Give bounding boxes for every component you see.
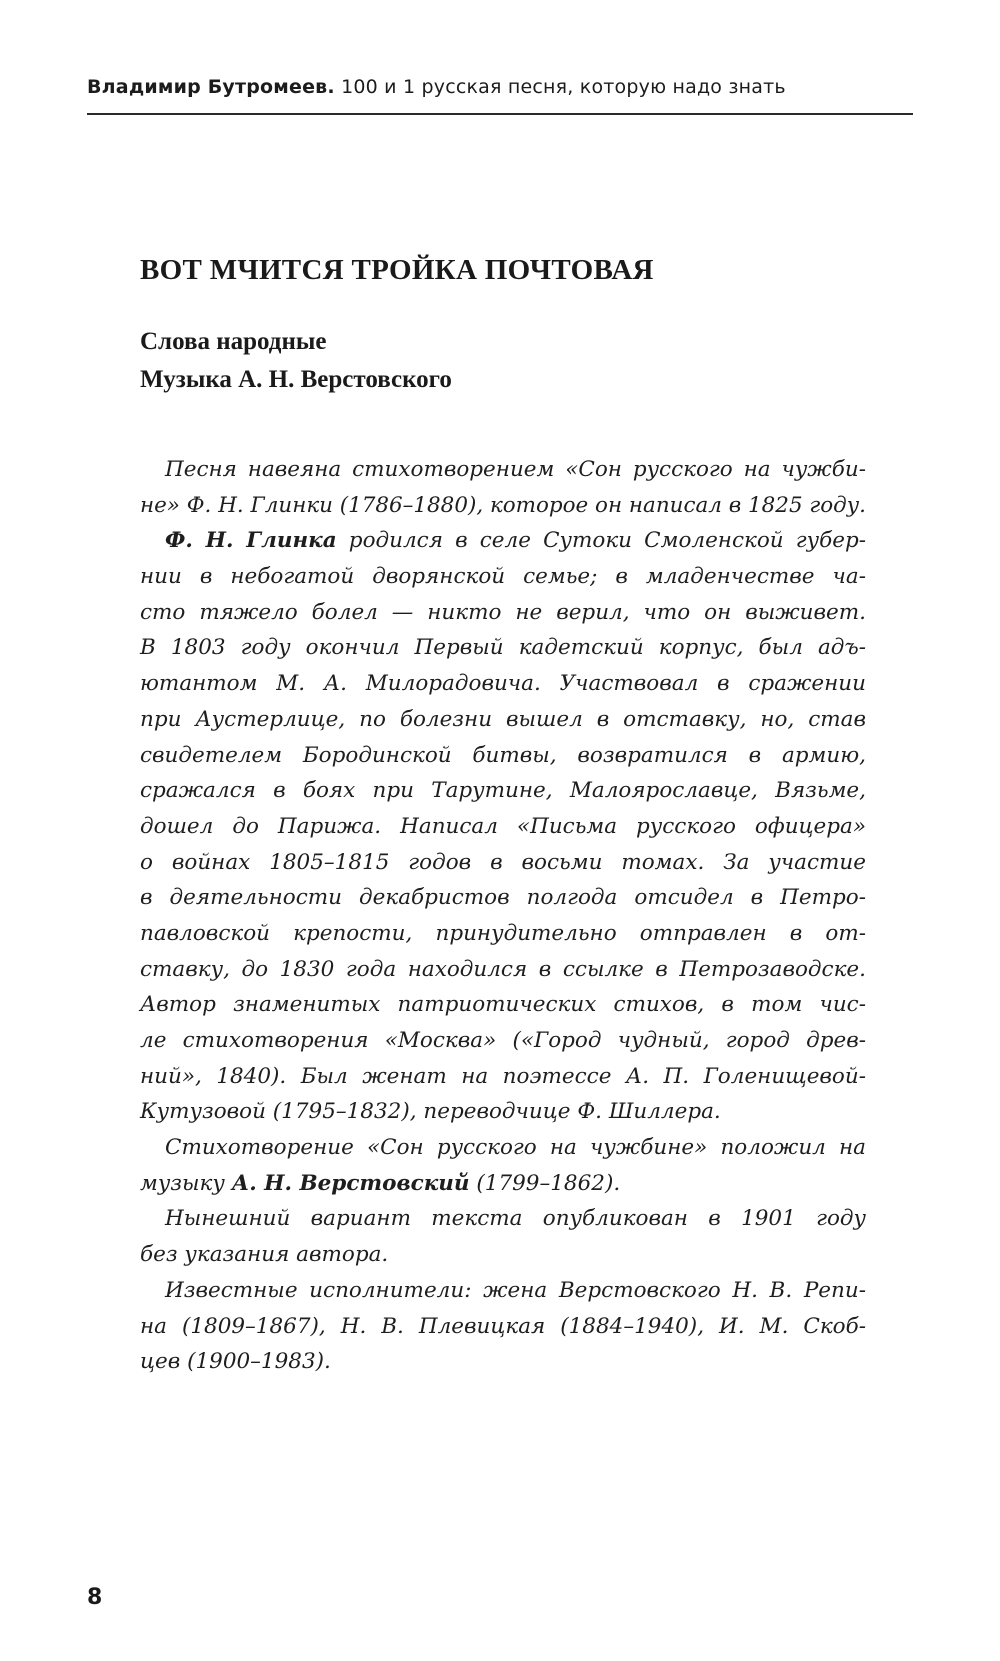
song-credits [140, 323, 452, 399]
text-line: Нынешний вариант текста опубликован в 1901 году [165, 1206, 866, 1232]
text-line: сто тяжело болел — никто не верил, что он выживет. [140, 599, 866, 625]
text-line: Стихотворение «Сон русского на чужбине» положил на [165, 1135, 866, 1161]
text-line: Известные исполнители: жена Верстовского Н. В. Репи- [165, 1277, 866, 1303]
song-title: ВОТ МЧИТСЯ ТРОЙКА ПОЧТОВАЯ [140, 254, 654, 286]
text-line: при Аустерлице, по болезни вышел в отставку, но, став [140, 706, 866, 732]
text-line: павловской крепости, принудительно отправлен в от- [140, 920, 866, 946]
text-line: Песня навеяна стихотворением «Сон русского на чужби- [165, 457, 866, 482]
text-line: ний», 1840). Был женат на поэтессе А. П. Голенищевой- [140, 1063, 866, 1089]
text-span: музыку [140, 1170, 232, 1196]
glinka-name: Ф. Н. Глинка [165, 528, 337, 554]
text-line: ставку, до 1830 года находился в ссылке в Петрозаводске. [140, 956, 866, 982]
text-line: свидетелем Бородинской битвы, возвратился в армию, [140, 742, 866, 768]
text-line: нии в небогатой дворянской семье; в младенчестве ча- [140, 564, 866, 590]
text-line: ле стихотворения «Москва» («Город чудный, город древ- [140, 1028, 866, 1053]
text-line [140, 1166, 866, 1202]
text-line: без указания автора. [140, 1242, 389, 1268]
text-line: на (1809–1867), Н. В. Плевицкая (1884–1940), И. М. Скоб- [140, 1313, 866, 1339]
verstovsky-name: А. Н. Верстовский [231, 1170, 470, 1196]
text-line: ютантом М. А. Милорадовича. Участвовал в сражении [140, 671, 866, 697]
text-line: дошел до Парижа. Написал «Письма русского офицера» [140, 813, 866, 839]
text-line: не» Ф. Н. Глинки (1786–1880), которое он написал в 1825 году. [140, 492, 866, 518]
header-author: Владимир Бутромеев. [87, 76, 335, 98]
text-line: сражался в боях при Тарутине, Малоярославце, Вязьме, [140, 778, 866, 804]
text-line: цев (1900–1983). [140, 1349, 331, 1375]
text-line: о войнах 1805–1815 годов в восьми томах. За участие [140, 849, 866, 875]
music-credit: Музыка А. Н. Верстовского [140, 366, 452, 393]
header-rule [87, 113, 913, 115]
words-credit: Слова народные [140, 328, 327, 355]
page-number: 8 [87, 1585, 103, 1610]
text-line [140, 523, 866, 559]
text-line: Автор знаменитых патриотических стихов, в том чис- [140, 992, 866, 1018]
text-line: Кутузовой (1795–1832), переводчице Ф. Шиллера. [140, 1099, 721, 1125]
running-head [87, 76, 786, 98]
header-book-title: 100 и 1 русская песня, которую надо знать [341, 76, 786, 98]
text-line: В 1803 году окончил Первый кадетский корпус, был адъ- [140, 635, 866, 661]
article-body [140, 452, 866, 1380]
text-span: (1799–1862). [469, 1170, 621, 1196]
text-line: в деятельности декабристов полгода отсидел в Петро- [140, 885, 866, 911]
text-span: родился в селе Сутоки Смоленской губер- [336, 528, 866, 554]
